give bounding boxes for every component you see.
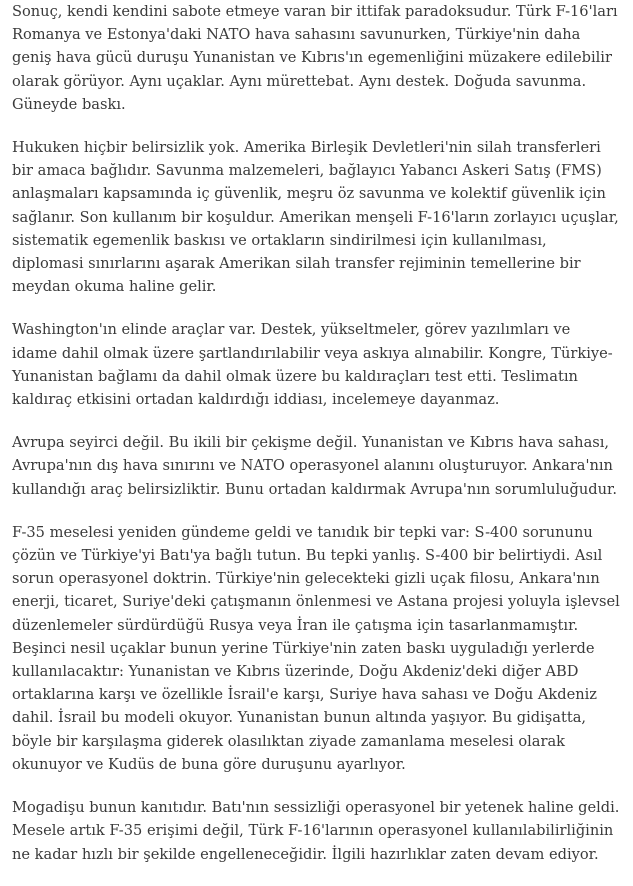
- paragraph-f35: F-35 meselesi yeniden gündeme geldi ve tanıdık bir tepki var: S-400 sorununu çözün ve Türkiye'yi Batı'ya bağlı tutun. Bu tepki yanlış. S-400 bir belirtiydi. Asıl sorun operasyonel doktrin. Türkiye'nin gelecekteki gizli uçak filosu, Ankara'nın enerji, ticaret, Suriye'deki çatışmanın önlenmesi ve Astana projesi yoluyla işlevsel düzenlemeler sürdürdüğü Rusya veya İran ile çatışma için tasarlanmamıştır. Beşinci nesil uçaklar bunun yerine Türkiye'nin zaten baskı uyguladığı yerlerde kullanılacaktır: Yunanistan ve Kıbrıs üzerinde, Doğu Akdeniz'deki diğer ABD ortaklarına karşı ve özellikle İsrail'e karşı, Suriye hava sahası ve Doğu Akdeniz dahil. İsrail bu modeli okuyor. Yunanistan bunun altında yaşıyor. Bu gidişatta, böyle bir karşılaşma giderek olasılıktan ziyade zamanlama meselesi olarak okunuyor ve Kudüs de buna göre duruşunu ayarlıyor.: [12, 523, 620, 773]
- paragraph-europe: Avrupa seyirci değil. Bu ikili bir çekişme değil. Yunanistan ve Kıbrıs hava sahası, Avrupa'nın dış hava sınırını ve NATO operasyonel alanını oluşturuyor. Ankara'nın kullandığı araç belirsizliktir. Bunu ortadan kaldırmak Avrupa'nın sorumluluğudur.: [12, 434, 618, 498]
- paragraph-conclusion: Sonuç, kendi kendini sabote etmeye varan bir ittifak paradoksudur. Türk F-16'ları Romanya ve Estonya'daki NATO hava sahasını savunurken, Türkiye'nin daha geniş hava gücü duruşu Yunanistan ve Kıbrıs'ın egemenliğini müzakere edilebilir olarak görüyor. Aynı uçaklar. Aynı mürettebat. Aynı destek. Doğuda savunma. Güneyde baskı.: [12, 3, 618, 113]
- paragraph-legal: Hukuken hiçbir belirsizlik yok. Amerika Birleşik Devletleri'nin silah transferleri bir amaca bağlıdır. Savunma malzemeleri, bağlayıcı Yabancı Askeri Satış (FMS) anlaşmaları kapsamında iç güvenlik, meşru öz savunma ve kolektif güvenlik için sağlanır. Son kullanım bir koşuldur. Amerikan menşeli F-16'ların zorlayıcı uçuşlar, sistematik egemenlik baskısı ve ortakların sindirilmesi için kullanılması, diplomasi sınırlarını aşarak Amerikan silah transfer rejiminin temellerine bir meydan okuma haline gelir.: [12, 139, 619, 296]
- paragraph-mogadishu: Mogadişu bunun kanıtıdır. Batı'nın sessizliği operasyonel bir yetenek haline geldi. Mesele artık F-35 erişimi değil, Türk F-16'larının operasyonel kullanılabilirliğinin ne kadar hızlı bir şekilde engelleneceğidir. İlgili hazırlıklar zaten devam ediyor.: [12, 799, 620, 863]
- paragraph-washington: Washington'ın elinde araçlar var. Destek, yükseltmeler, görev yazılımları ve idame dahil olmak üzere şartlandırılabilir veya askıya alınabilir. Kongre, Türkiye-Yunanistan bağlamı da dahil olmak üzere bu kaldıraçları test etti. Teslimatın kaldıraç etkisini ortadan kaldırdığı iddiası, incelemeye dayanmaz.: [12, 321, 613, 409]
